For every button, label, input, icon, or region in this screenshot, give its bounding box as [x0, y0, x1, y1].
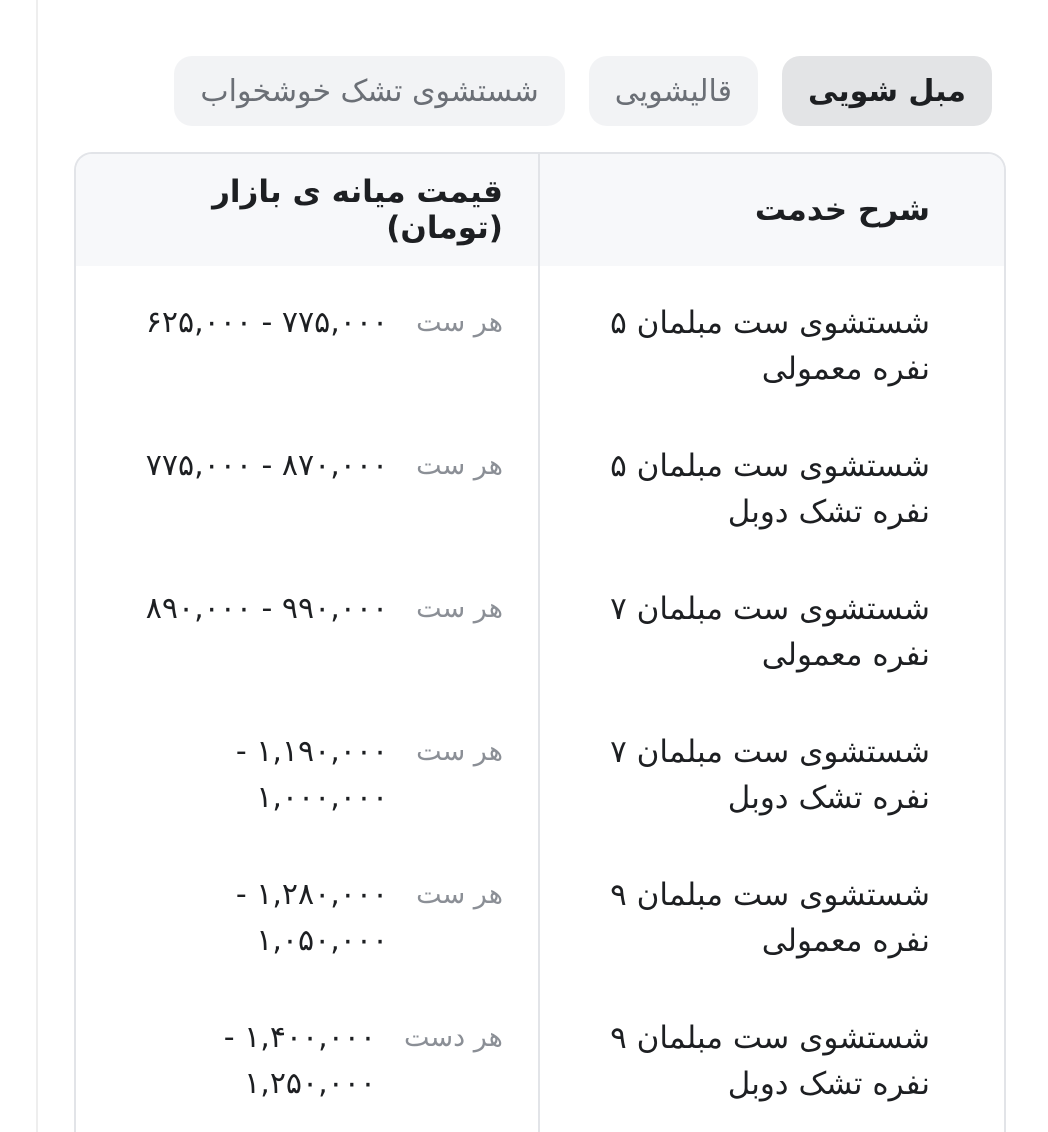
table-row	[76, 981, 1004, 1124]
service-tabs	[174, 56, 992, 126]
service-description: شستشوی ست مبلمان ۵ نفره معمولی	[610, 305, 930, 387]
table-row	[76, 695, 1004, 838]
price-range: ۸۷۰,۰۰۰ - ۷۷۵,۰۰۰	[145, 448, 389, 483]
price-cell	[76, 266, 541, 409]
column-divider	[538, 154, 540, 1132]
price-range: ۹۹۰,۰۰۰ - ۸۹۰,۰۰۰	[145, 591, 389, 626]
service-description: شستشوی ست مبلمان ۷ نفره تشک دوبل	[610, 734, 930, 816]
service-description: شستشوی ست مبلمان ۵ نفره تشک دوبل	[610, 448, 930, 530]
price-unit: هر ست	[416, 450, 503, 481]
price-range: ۱,۴۰۰,۰۰۰ - ۱,۲۵۰,۰۰۰	[223, 1020, 377, 1101]
service-description: شستشوی ست مبلمان ۷ نفره معمولی	[610, 591, 930, 673]
price-unit: هر ست	[416, 736, 503, 767]
table-header	[76, 154, 1004, 266]
price-cell	[76, 838, 541, 981]
tab-mattress-cleaning[interactable]: شستشوی تشک خوشخواب	[174, 56, 564, 126]
price-cell	[76, 695, 541, 838]
page-edge-divider	[36, 0, 38, 1132]
price-cell	[76, 552, 541, 695]
price-cell	[76, 409, 541, 552]
tab-carpet-cleaning[interactable]: قالیشویی	[589, 56, 758, 126]
header-price: قیمت میانه ی بازار (تومان)	[212, 174, 503, 246]
header-service: شرح خدمت	[754, 192, 930, 228]
table-row	[76, 838, 1004, 981]
service-description: شستشوی ست مبلمان ۹ نفره معمولی	[610, 877, 930, 959]
price-range: ۱,۲۸۰,۰۰۰ - ۱,۰۵۰,۰۰۰	[235, 877, 389, 958]
price-cell	[76, 981, 541, 1124]
tab-sofa-cleaning[interactable]: مبل شویی	[782, 56, 992, 126]
table-row	[76, 409, 1004, 552]
price-unit: هر دست	[404, 1022, 503, 1053]
price-unit: هر ست	[416, 307, 503, 338]
table-row	[76, 552, 1004, 695]
price-range: ۷۷۵,۰۰۰ - ۶۲۵,۰۰۰	[145, 305, 389, 340]
price-range: ۱,۱۹۰,۰۰۰ - ۱,۰۰۰,۰۰۰	[235, 734, 389, 815]
price-unit: هر ست	[416, 879, 503, 910]
price-unit: هر ست	[416, 593, 503, 624]
table-row	[76, 266, 1004, 409]
service-description: شستشوی ست مبلمان ۹ نفره تشک دوبل	[610, 1020, 930, 1102]
price-table	[74, 152, 1006, 1132]
